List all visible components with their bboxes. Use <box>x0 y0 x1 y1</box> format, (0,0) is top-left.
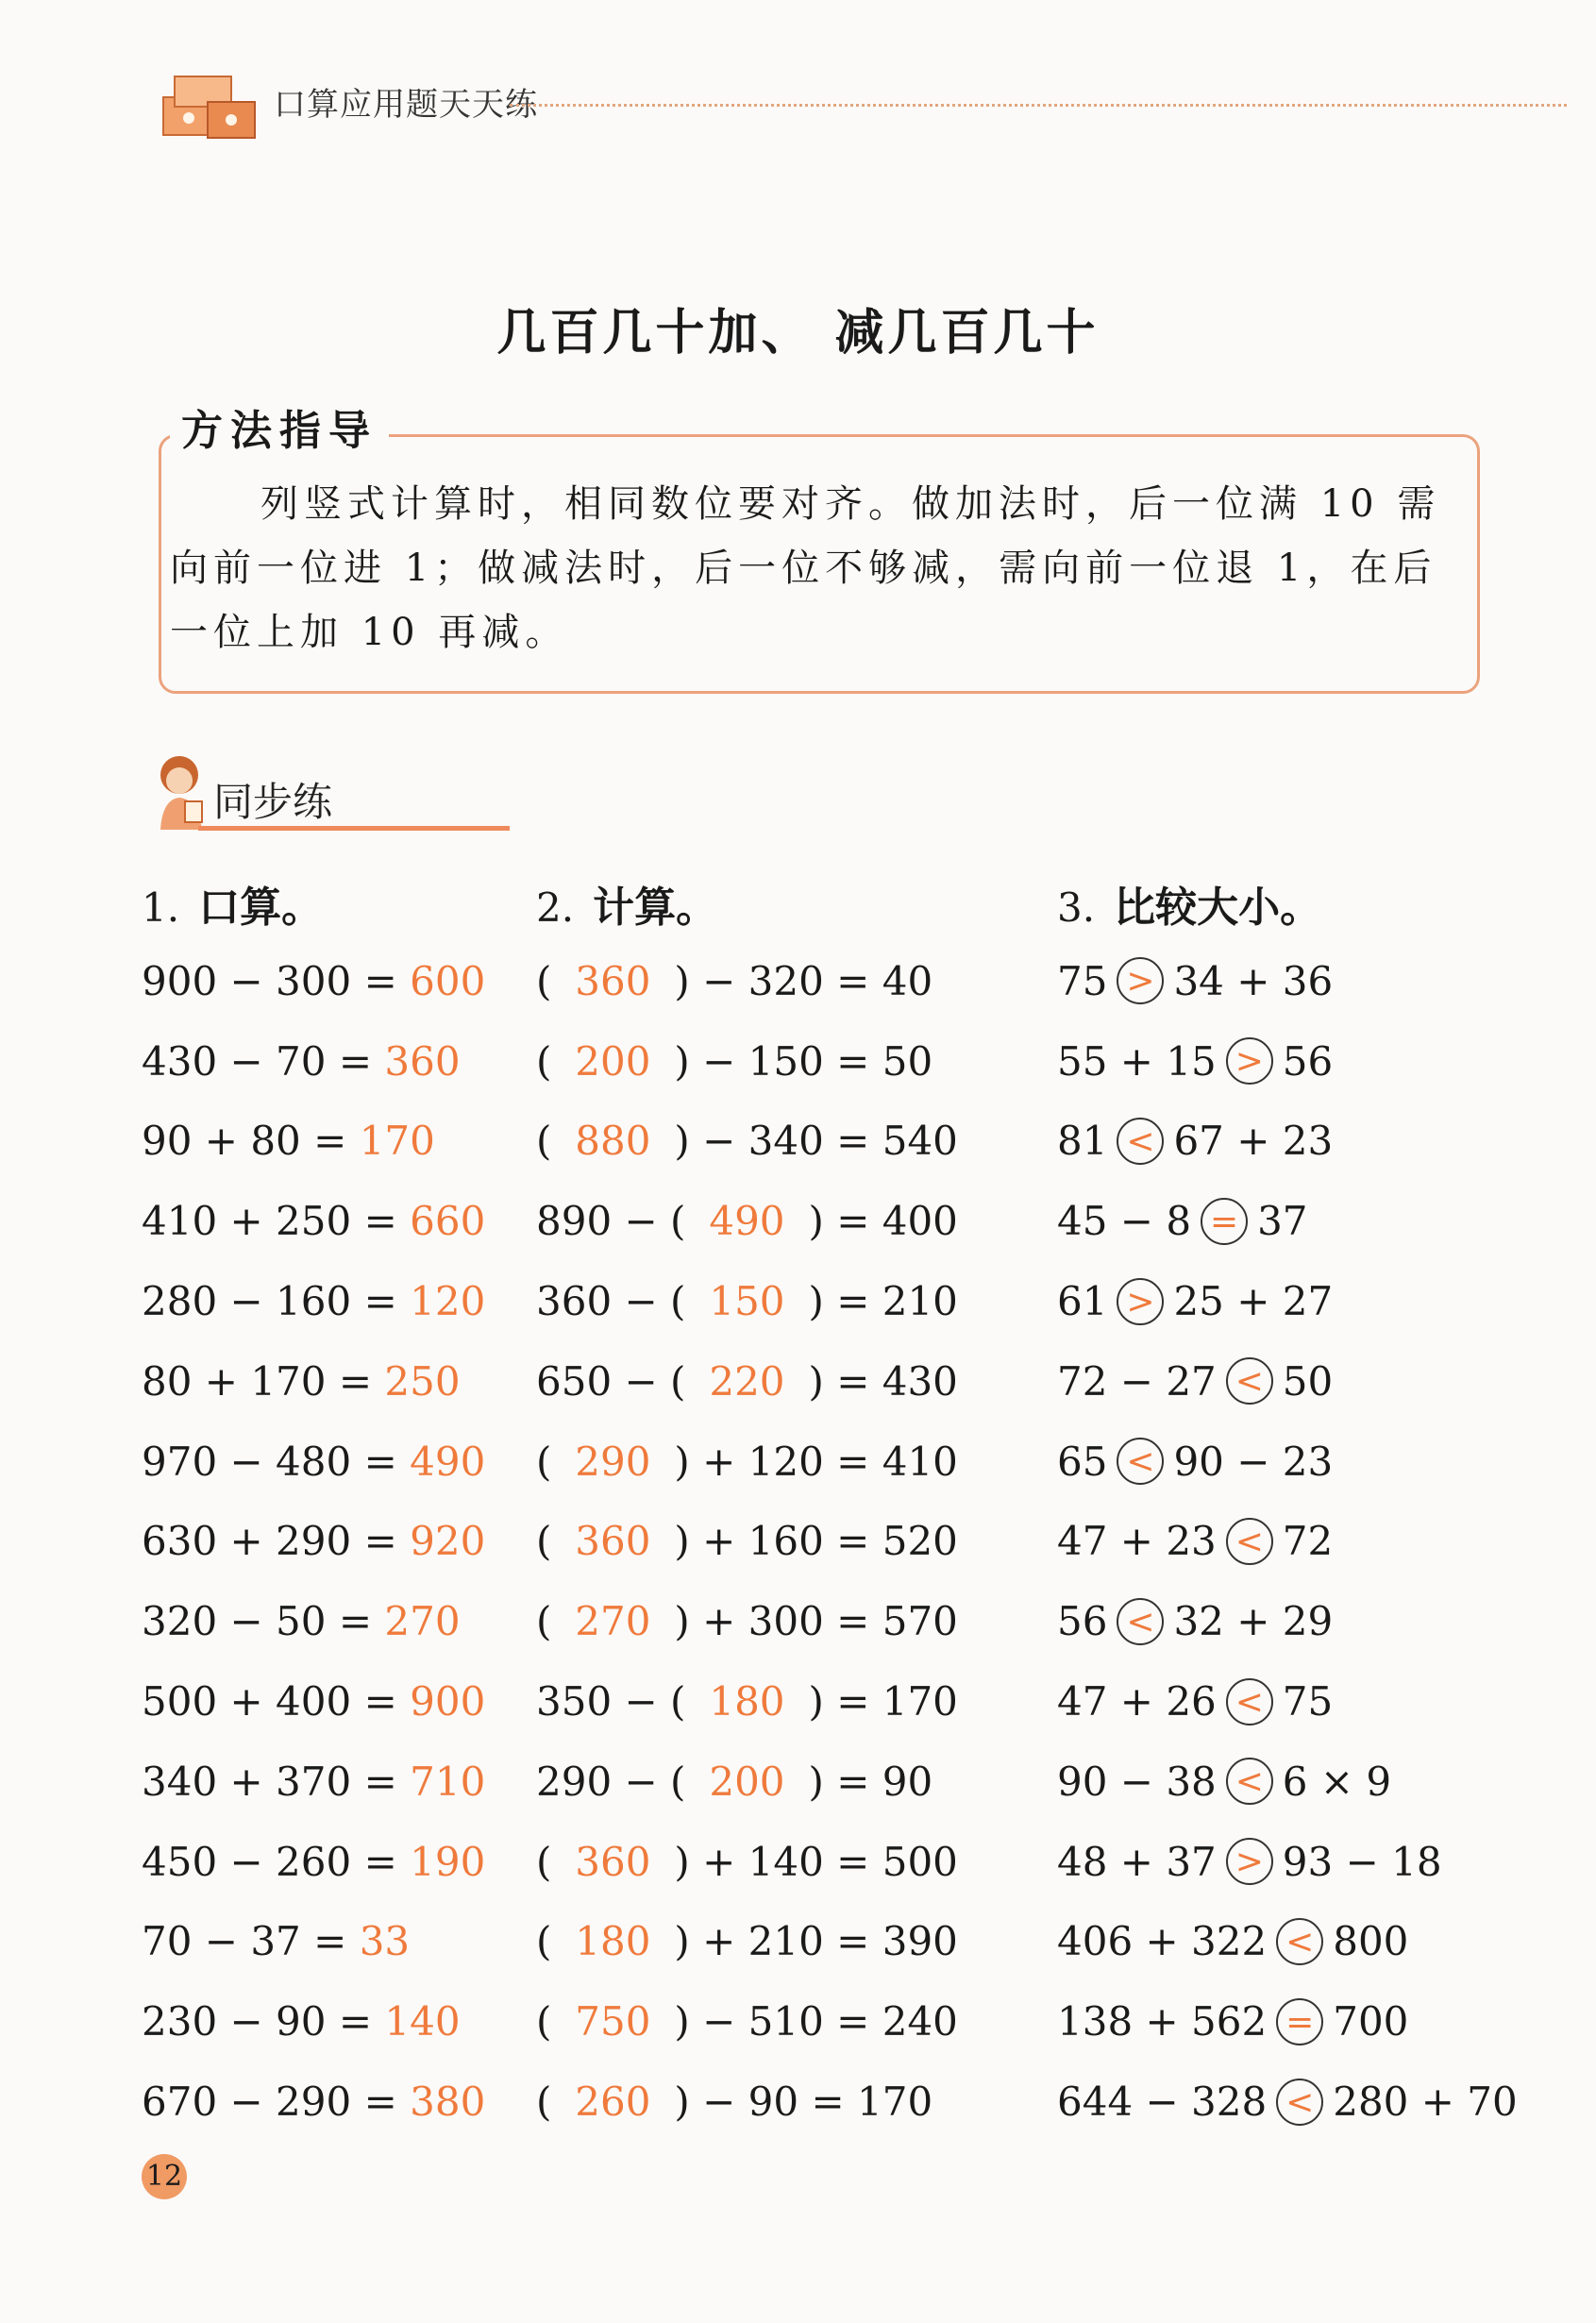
answer: 880 <box>575 1118 651 1165</box>
comparison-answer: < <box>1276 1918 1323 1965</box>
comparison-answer: > <box>1117 1278 1164 1325</box>
list-item <box>536 1102 980 1182</box>
expression-prefix: ( <box>536 1918 552 1965</box>
expression: 90 + 80 = <box>142 1118 347 1165</box>
comparison-answer: < <box>1276 2079 1323 2126</box>
left-expression: 138 + 562 <box>1057 1998 1268 2045</box>
left-expression: 61 <box>1057 1278 1108 1325</box>
list-item <box>536 2062 980 2142</box>
comparison-answer: < <box>1226 1758 1273 1805</box>
list-item <box>142 1341 519 1422</box>
list-item <box>142 1502 519 1582</box>
list-item <box>536 1581 980 1661</box>
left-expression: 47 + 23 <box>1057 1518 1217 1565</box>
expression: 230 − 90 = <box>142 1998 373 2045</box>
comparison-answer: > <box>1226 1037 1273 1085</box>
question-title: 口算。 <box>198 884 324 932</box>
expression-prefix: ( <box>536 1598 552 1645</box>
expression-prefix: ( <box>536 957 552 1004</box>
expression: 70 − 37 = <box>142 1918 347 1965</box>
comparison-answer: = <box>1201 1198 1248 1245</box>
answer: 170 <box>359 1118 435 1165</box>
expression-prefix: ( <box>536 1438 552 1485</box>
comparison-answer: < <box>1226 1357 1273 1405</box>
list-item <box>536 1902 980 1982</box>
right-expression: 90 − 23 <box>1173 1438 1334 1485</box>
expression-suffix: ) = 430 <box>808 1357 958 1405</box>
list-item <box>1057 1102 1548 1182</box>
answer: 120 <box>410 1278 486 1325</box>
list-item <box>1057 1742 1548 1822</box>
answer: 140 <box>384 1998 461 2045</box>
right-expression: 50 <box>1282 1357 1334 1405</box>
question-title: 计算。 <box>593 884 718 932</box>
answer: 360 <box>575 1518 651 1565</box>
comparison-answer: > <box>1226 1838 1273 1885</box>
list-item <box>1057 1661 1548 1742</box>
answer: 710 <box>410 1758 486 1805</box>
list-item <box>1057 1021 1548 1102</box>
list-item <box>1057 1581 1548 1661</box>
expression: 340 + 370 = <box>142 1758 397 1805</box>
answer: 920 <box>410 1518 486 1565</box>
answer: 900 <box>410 1678 486 1725</box>
left-expression: 644 − 328 <box>1057 2079 1268 2126</box>
answer: 380 <box>410 2079 486 2126</box>
comparison-answer: > <box>1117 957 1164 1004</box>
left-expression: 48 + 37 <box>1057 1838 1217 1885</box>
left-expression: 75 <box>1057 957 1108 1004</box>
expression-suffix: ) + 210 = 390 <box>674 1918 958 1965</box>
answer: 600 <box>410 957 486 1004</box>
expression: 430 − 70 = <box>142 1037 373 1085</box>
practice-heading <box>151 750 378 835</box>
question-2-heading <box>536 873 980 934</box>
expression: 900 − 300 = <box>142 957 397 1004</box>
expression-prefix: 650 − ( <box>536 1357 686 1405</box>
comparison-answer: < <box>1226 1678 1273 1725</box>
list-item <box>1057 1261 1548 1341</box>
expression: 500 + 400 = <box>142 1678 397 1725</box>
expression-suffix: ) − 320 = 40 <box>674 957 933 1004</box>
list-item <box>536 941 980 1021</box>
right-expression: 37 <box>1257 1198 1308 1245</box>
left-expression: 45 − 8 <box>1057 1198 1192 1245</box>
answer: 200 <box>709 1758 785 1805</box>
list-item <box>142 1581 519 1661</box>
expression: 410 + 250 = <box>142 1198 397 1245</box>
expression-suffix: ) + 300 = 570 <box>674 1598 958 1645</box>
list-item <box>1057 1181 1548 1261</box>
list-item <box>142 1021 519 1102</box>
left-expression: 47 + 26 <box>1057 1678 1217 1725</box>
expression-suffix: ) − 150 = 50 <box>674 1037 933 1085</box>
expression: 630 + 290 = <box>142 1518 397 1565</box>
answer: 33 <box>359 1918 411 1965</box>
header <box>156 52 1571 146</box>
list-item <box>536 1822 980 1902</box>
left-expression: 65 <box>1057 1438 1108 1485</box>
list-item <box>1057 1981 1548 2062</box>
list-item <box>1057 2062 1548 2142</box>
expression: 320 − 50 = <box>142 1598 373 1645</box>
expression-prefix: 350 − ( <box>536 1678 686 1725</box>
right-expression: 72 <box>1282 1518 1334 1565</box>
list-item <box>536 1181 980 1261</box>
answer: 360 <box>575 1838 651 1885</box>
expression-suffix: ) + 160 = 520 <box>674 1518 958 1565</box>
question-3-heading <box>1057 873 1548 934</box>
left-expression: 72 − 27 <box>1057 1357 1217 1405</box>
question-number: 3. <box>1057 884 1096 931</box>
left-expression: 56 <box>1057 1598 1108 1645</box>
header-title: 口算应用题天天练 <box>274 86 538 124</box>
right-expression: 34 + 36 <box>1173 957 1334 1004</box>
answer: 180 <box>709 1678 785 1725</box>
question-3 <box>1057 873 1548 2142</box>
expression: 450 − 260 = <box>142 1838 397 1885</box>
left-expression: 81 <box>1057 1118 1108 1165</box>
answer: 290 <box>575 1438 651 1485</box>
answer: 360 <box>575 957 651 1004</box>
list-item <box>142 941 519 1021</box>
right-expression: 280 + 70 <box>1333 2079 1518 2126</box>
list-item <box>142 1181 519 1261</box>
expression-suffix: ) − 90 = 170 <box>674 2079 933 2126</box>
list-item <box>142 1902 519 1982</box>
comparison-answer: < <box>1117 1118 1164 1165</box>
right-expression: 56 <box>1282 1037 1334 1085</box>
expression-suffix: ) = 210 <box>808 1278 958 1325</box>
left-expression: 55 + 15 <box>1057 1037 1217 1085</box>
list-item <box>142 1102 519 1182</box>
expression: 80 + 170 = <box>142 1357 373 1405</box>
comparison-answer: < <box>1226 1518 1273 1565</box>
comparison-answer: = <box>1276 1998 1323 2045</box>
right-expression: 75 <box>1282 1678 1334 1725</box>
question-2-list <box>536 941 980 2142</box>
list-item <box>142 1261 519 1341</box>
expression-prefix: ( <box>536 1118 552 1165</box>
list-item <box>1057 1902 1548 1982</box>
section-title: 几百几十加、 减几百几十 <box>496 305 1100 362</box>
expression-suffix: ) = 90 <box>808 1758 933 1805</box>
expression-suffix: ) = 400 <box>808 1198 958 1245</box>
expression-prefix: 290 − ( <box>536 1758 686 1805</box>
list-item <box>1057 1341 1548 1422</box>
expression-prefix: ( <box>536 2079 552 2126</box>
list-item <box>142 1742 519 1822</box>
question-1-list <box>142 941 519 2142</box>
list-item <box>536 1021 980 1102</box>
answer: 260 <box>575 2079 651 2126</box>
right-expression: 800 <box>1333 1918 1409 1965</box>
building-blocks-icon <box>156 59 269 146</box>
expression-suffix: ) − 510 = 240 <box>674 1998 958 2045</box>
right-expression: 700 <box>1333 1998 1409 2045</box>
question-1-heading <box>142 873 519 934</box>
comparison-answer: < <box>1117 1598 1164 1645</box>
expression-prefix: 360 − ( <box>536 1278 686 1325</box>
list-item <box>1057 941 1548 1021</box>
list-item <box>142 1661 519 1742</box>
list-item <box>536 1661 980 1742</box>
answer: 660 <box>410 1198 486 1245</box>
expression-prefix: 890 − ( <box>536 1198 686 1245</box>
expression: 280 − 160 = <box>142 1278 397 1325</box>
answer: 200 <box>575 1037 651 1085</box>
expression-prefix: ( <box>536 1037 552 1085</box>
list-item <box>142 1981 519 2062</box>
expression-prefix: ( <box>536 1838 552 1885</box>
answer: 490 <box>709 1198 785 1245</box>
right-expression: 67 + 23 <box>1173 1118 1334 1165</box>
question-1 <box>142 873 519 2142</box>
list-item <box>142 2062 519 2142</box>
practice-label: 同步练 <box>213 779 333 825</box>
expression-suffix: ) − 340 = 540 <box>674 1118 958 1165</box>
answer: 270 <box>384 1598 461 1645</box>
question-number: 2. <box>536 884 575 931</box>
left-expression: 90 − 38 <box>1057 1758 1217 1805</box>
answer: 360 <box>384 1037 461 1085</box>
answer: 190 <box>410 1838 486 1885</box>
answer: 220 <box>709 1357 785 1405</box>
expression: 970 − 480 = <box>142 1438 397 1485</box>
question-3-list <box>1057 941 1548 2142</box>
expression-suffix: ) + 140 = 500 <box>674 1838 958 1885</box>
page-number: 12 <box>142 2154 187 2199</box>
list-item <box>536 1981 980 2062</box>
right-expression: 25 + 27 <box>1173 1278 1334 1325</box>
list-item <box>1057 1422 1548 1502</box>
answer: 490 <box>410 1438 486 1485</box>
answer: 180 <box>575 1918 651 1965</box>
left-expression: 406 + 322 <box>1057 1918 1268 1965</box>
method-text: 列竖式计算时，相同数位要对齐。做加法时，后一位满 10 需向前一位进 1；做减法时，后一位不够减，需向前一位退 1，在后一位上加 10 再减。 <box>170 482 1441 654</box>
expression-suffix: ) = 170 <box>808 1678 958 1725</box>
answer: 150 <box>709 1278 785 1325</box>
question-title: 比较大小。 <box>1114 884 1322 932</box>
list-item <box>1057 1822 1548 1902</box>
list-item <box>142 1822 519 1902</box>
right-expression: 6 × 9 <box>1282 1758 1392 1805</box>
list-item <box>536 1341 980 1422</box>
list-item <box>142 1422 519 1502</box>
expression-prefix: ( <box>536 1998 552 2045</box>
question-number: 1. <box>142 884 180 931</box>
expression: 670 − 290 = <box>142 2079 397 2126</box>
question-2 <box>536 873 980 2142</box>
expression-prefix: ( <box>536 1518 552 1565</box>
list-item <box>536 1261 980 1341</box>
answer: 270 <box>575 1598 651 1645</box>
answer: 250 <box>384 1357 461 1405</box>
answer: 750 <box>575 1998 651 2045</box>
list-item <box>536 1502 980 1582</box>
right-expression: 93 − 18 <box>1282 1838 1442 1885</box>
list-item <box>536 1742 980 1822</box>
practice-underline <box>198 826 510 831</box>
student-icon <box>151 750 210 831</box>
list-item <box>536 1422 980 1502</box>
header-divider <box>510 104 1567 107</box>
right-expression: 32 + 29 <box>1173 1598 1334 1645</box>
method-label: 方法指导 <box>170 396 389 457</box>
comparison-answer: < <box>1117 1438 1164 1485</box>
expression-suffix: ) + 120 = 410 <box>674 1438 958 1485</box>
list-item <box>1057 1502 1548 1582</box>
